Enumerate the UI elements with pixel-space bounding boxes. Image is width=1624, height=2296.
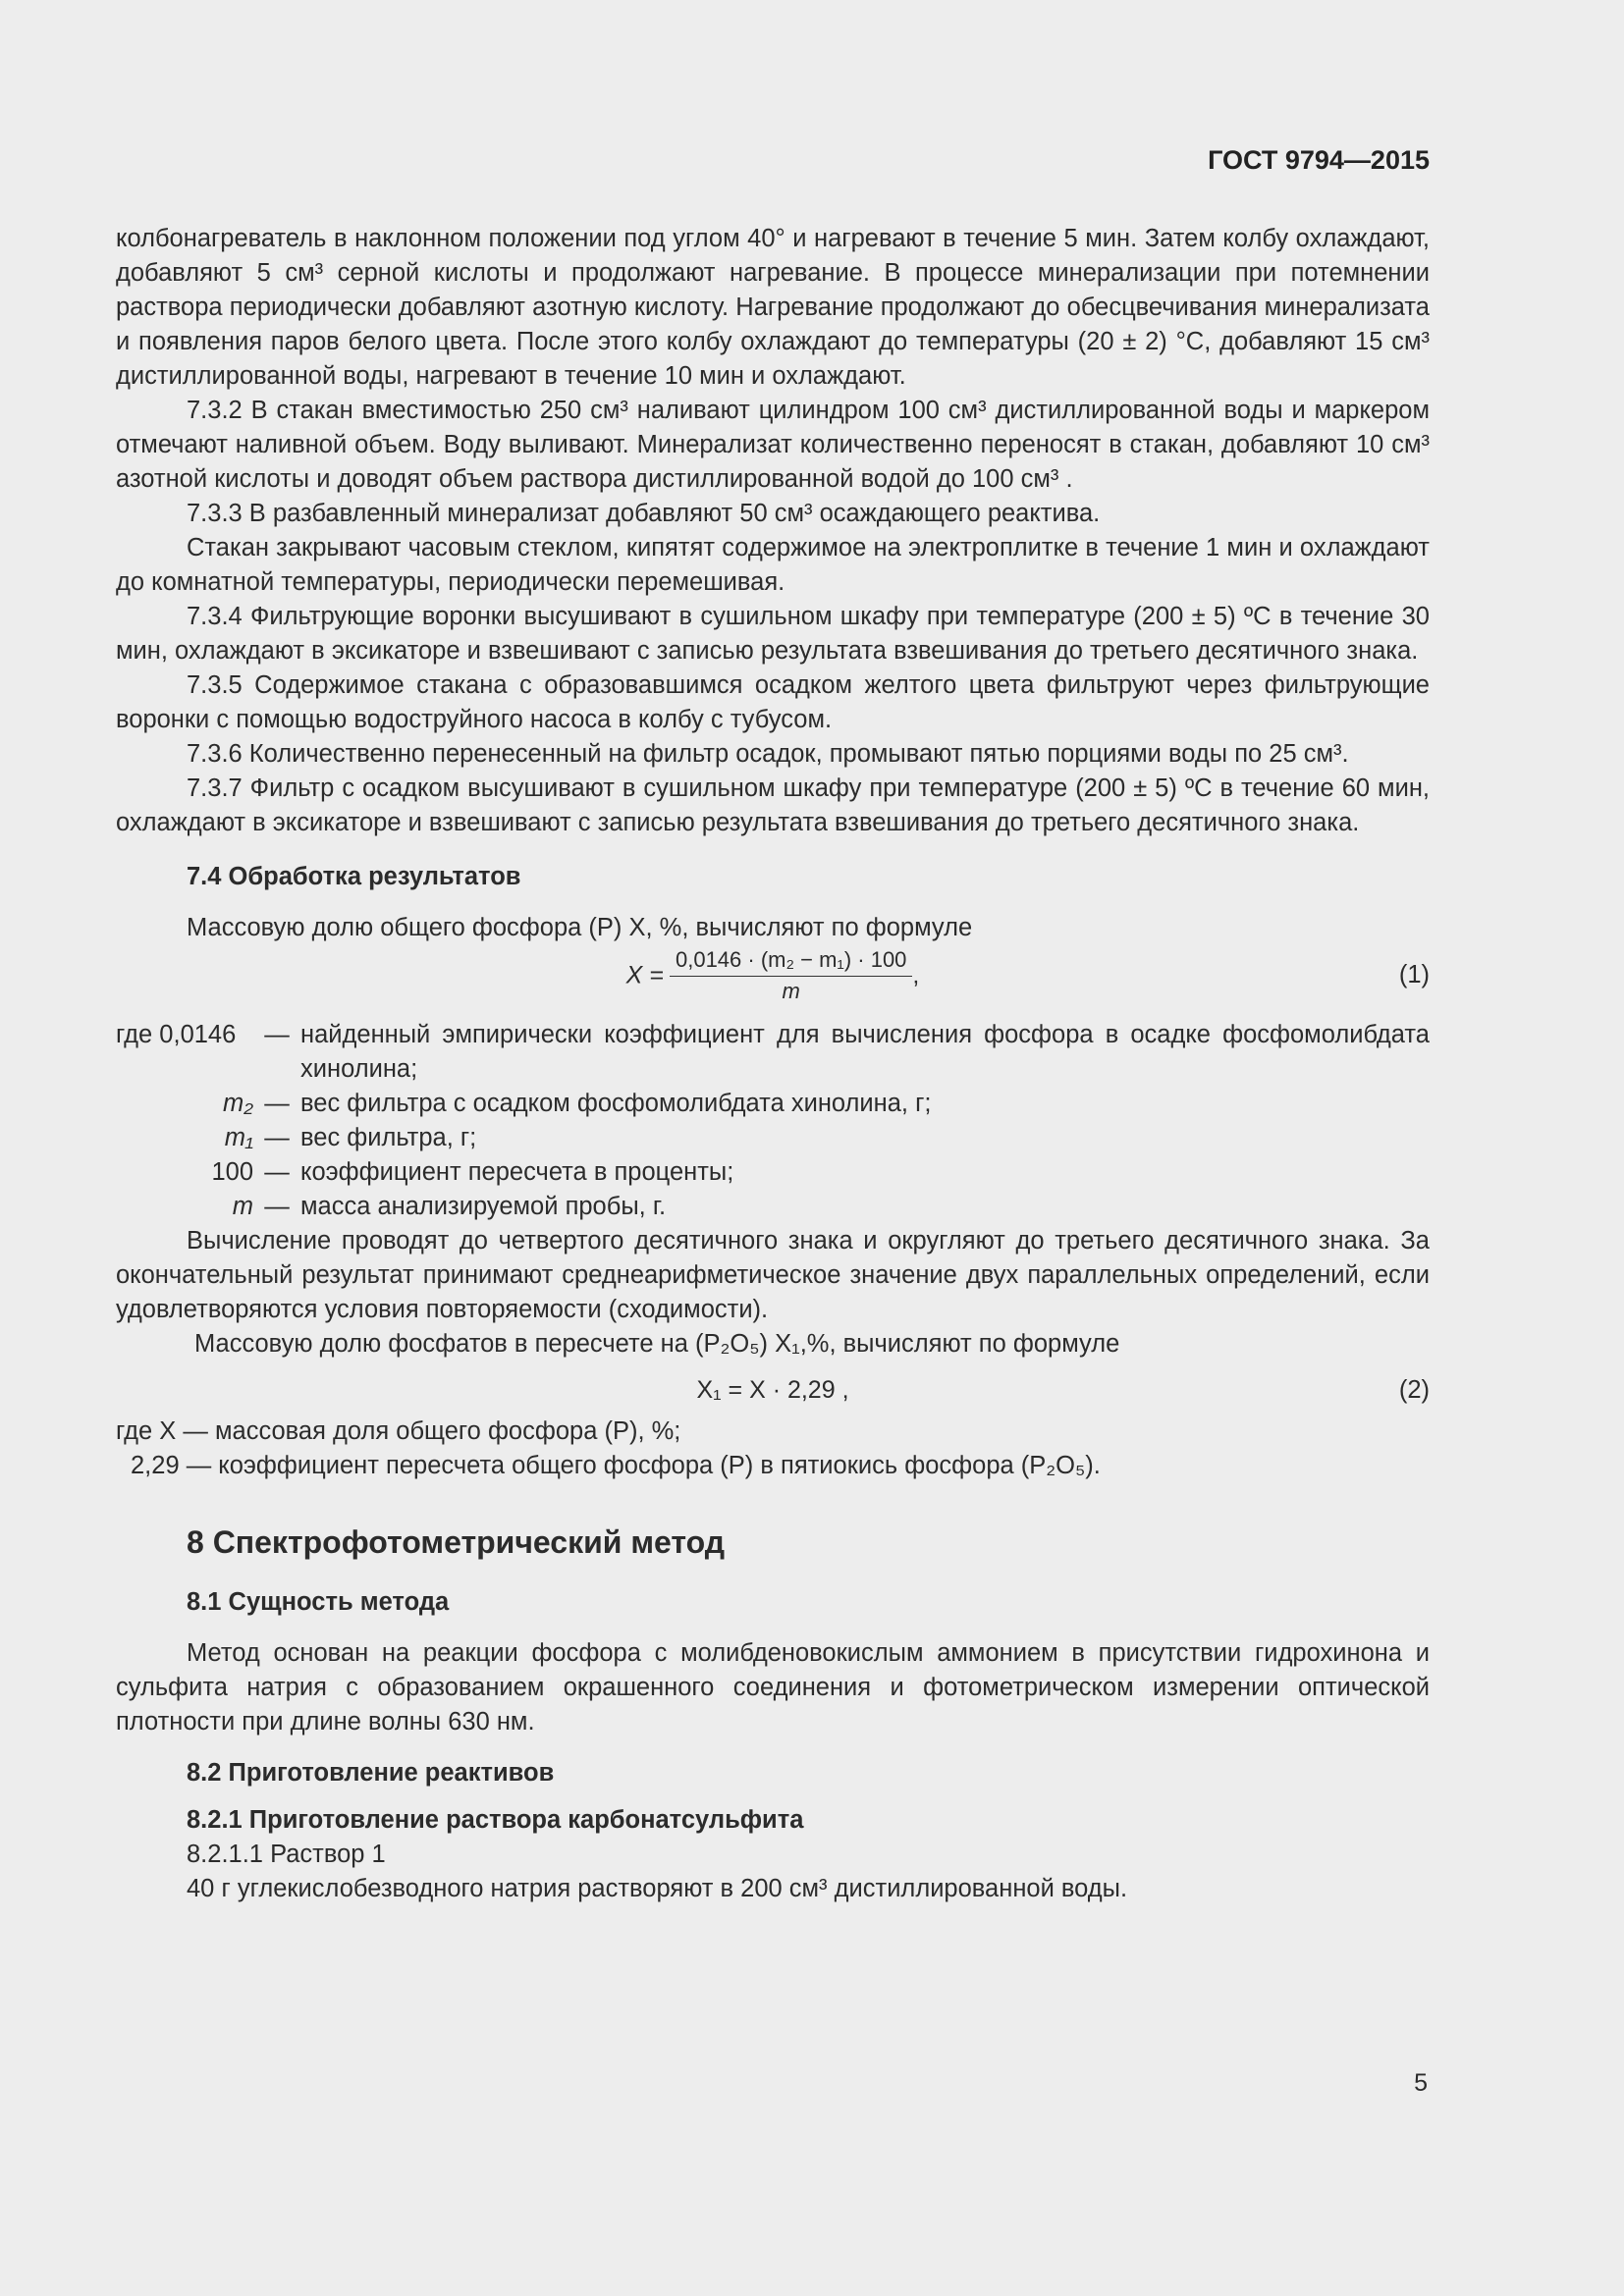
- formula-denominator: m: [782, 979, 800, 1003]
- formula-numerator: 0,0146 · (m₂ − m₁) · 100: [670, 945, 912, 977]
- section-heading-8-1: 8.1 Сущность метода: [187, 1588, 450, 1616]
- page-number: 5: [1414, 2069, 1428, 2097]
- formula-1-body: [116, 945, 1430, 1006]
- definition-dash: —: [264, 1021, 290, 1048]
- definition-dash: —: [264, 1193, 290, 1220]
- paragraph-7-3-2: 7.3.2 В стакан вместимостью 250 см³ наливают цилиндром 100 см³ дистиллированной воды и маркером отмечают наливной объем. Воду выливают. Минерализат количественно переносят в стакан, добавляют 10 см³ азотной кислоты и доводят объем раствора дистиллированной водой до 100 см³ .: [116, 397, 1430, 493]
- definition-text: найденный эмпирически коэффициент для вычисления фосфора в осадке фосфомолибдата хинолина;: [300, 1021, 1430, 1083]
- document-header: ГОСТ 9794—2015: [1208, 145, 1430, 175]
- page-body: [116, 222, 1430, 1906]
- definition-symbol: m: [232, 1193, 253, 1220]
- formula-number: (2): [1398, 1376, 1430, 1404]
- paragraph-7-3-4: 7.3.4 Фильтрующие воронки высушивают в сушильном шкафу при температуре (200 ± 5) ºС в течение 30 мин, охлаждают в эксикаторе и взвешивают с записью результата взвешивания до третьего десятичного знака.: [116, 603, 1430, 665]
- definition-row: [116, 1190, 1430, 1224]
- paragraph: Массовую долю фосфатов в пересчете на (P₂O₅) X₁,%, вычисляют по формуле: [194, 1330, 1120, 1358]
- section-heading-8-2: 8.2 Приготовление реактивов: [187, 1759, 555, 1787]
- paragraph-7-3-5: 7.3.5 Содержимое стакана с образовавшимся осадком желтого цвета фильтруют через фильтрующие воронки с помощью водоструйного насоса в колбу с тубусом.: [116, 671, 1430, 733]
- definition-row: [116, 1121, 1430, 1155]
- definition-symbol: где 0,0146: [116, 1021, 237, 1048]
- paragraph-7-3-7: 7.3.7 Фильтр с осадком высушивают в сушильном шкафу при температуре (200 ± 5) ºС в течение 60 мин, охлаждают в эксикаторе и взвешивают с записью результата взвешивания до третьего десятичного знака.: [116, 774, 1430, 836]
- definition-text: вес фильтра, г;: [300, 1124, 477, 1151]
- definition-text: коэффициент пересчета в проценты;: [300, 1158, 734, 1186]
- definition-symbol: m₂: [223, 1090, 253, 1117]
- paragraph-7-3-6: 7.3.6 Количественно перенесенный на фильтр осадок, промывают пятью порциями воды по 25 см³.: [187, 740, 1349, 768]
- formula-2: [116, 1362, 1430, 1415]
- formula-fraction: [670, 945, 912, 1006]
- section-heading-8-2-1: 8.2.1 Приготовление раствора карбонатсульфита: [187, 1806, 804, 1834]
- definition-row: [116, 1018, 1430, 1087]
- definition-text: масса анализируемой пробы, г.: [300, 1193, 667, 1220]
- definition-symbol: 100: [211, 1158, 253, 1186]
- definition-row: [116, 1155, 1430, 1190]
- definition-row: [116, 1087, 1430, 1121]
- paragraph: колбонагреватель в наклонном положении под углом 40° и нагревают в течение 5 мин. Затем колбу охлаждают, добавляют 5 см³ серной кислоты и продолжают нагревание. В процессе минерализации при потемнении раствора периодически добавляют азотную кислоту. Нагревание продолжают до обесцвечивания минерализата и появления паров белого цвета. После этого колбу охлаждают до температуры (20 ± 2) °С, добавляют 15 см³ дистиллированной воды, нагревают в течение 10 мин и охлаждают.: [116, 225, 1430, 390]
- paragraph: Вычисление проводят до четвертого десятичного знака и округляют до третьего десятичного знака. За окончательный результат принимают среднеарифметическое значение двух параллельных определений, если удовлетворяются условия повторяемости (сходимости).: [116, 1227, 1430, 1323]
- paragraph-7-3-3: 7.3.3 В разбавленный минерализат добавляют 50 см³ осаждающего реактива.: [187, 500, 1101, 527]
- definitions-list: [116, 1018, 1430, 1224]
- paragraph: Стакан закрывают часовым стеклом, кипятят содержимое на электроплитке в течение 1 мин и охлаждают до комнатной температуры, периодически перемешивая.: [116, 534, 1430, 596]
- definition-dash: —: [264, 1158, 290, 1186]
- definition-text: вес фильтра с осадком фосфомолибдата хинолина, г;: [300, 1090, 932, 1117]
- definition-line: где X — массовая доля общего фосфора (Р), %;: [116, 1417, 681, 1445]
- definition-dash: —: [264, 1124, 290, 1151]
- section-heading-8: 8 Спектрофотометрический метод: [187, 1524, 726, 1560]
- formula-1: [116, 945, 1430, 1004]
- paragraph: 40 г углекислобезводного натрия растворяют в 200 см³ дистиллированной воды.: [187, 1875, 1128, 1902]
- formula-number: (1): [1398, 961, 1430, 988]
- paragraph: Массовую долю общего фосфора (Р) X, %, вычисляют по формуле: [187, 914, 973, 941]
- formula-lhs: X =: [625, 961, 664, 989]
- section-heading-7-4: 7.4 Обработка результатов: [187, 863, 521, 890]
- definition-line: 2,29 — коэффициент пересчета общего фосфора (Р) в пятиокись фосфора (P₂O₅).: [131, 1452, 1101, 1479]
- definition-symbol: m₁: [224, 1124, 253, 1151]
- formula-2-body: X₁ = X · 2,29 ,: [696, 1376, 849, 1404]
- formula-tail: ,: [912, 961, 920, 989]
- paragraph-8-2-1-1: 8.2.1.1 Раствор 1: [187, 1841, 386, 1868]
- definition-dash: —: [264, 1090, 290, 1117]
- paragraph: Метод основан на реакции фосфора с молибденовокислым аммонием в присутствии гидрохинона и сульфита натрия с образованием окрашенного соединения и фотометрическом измерении оптической плотности при длине волны 630 нм.: [116, 1639, 1430, 1735]
